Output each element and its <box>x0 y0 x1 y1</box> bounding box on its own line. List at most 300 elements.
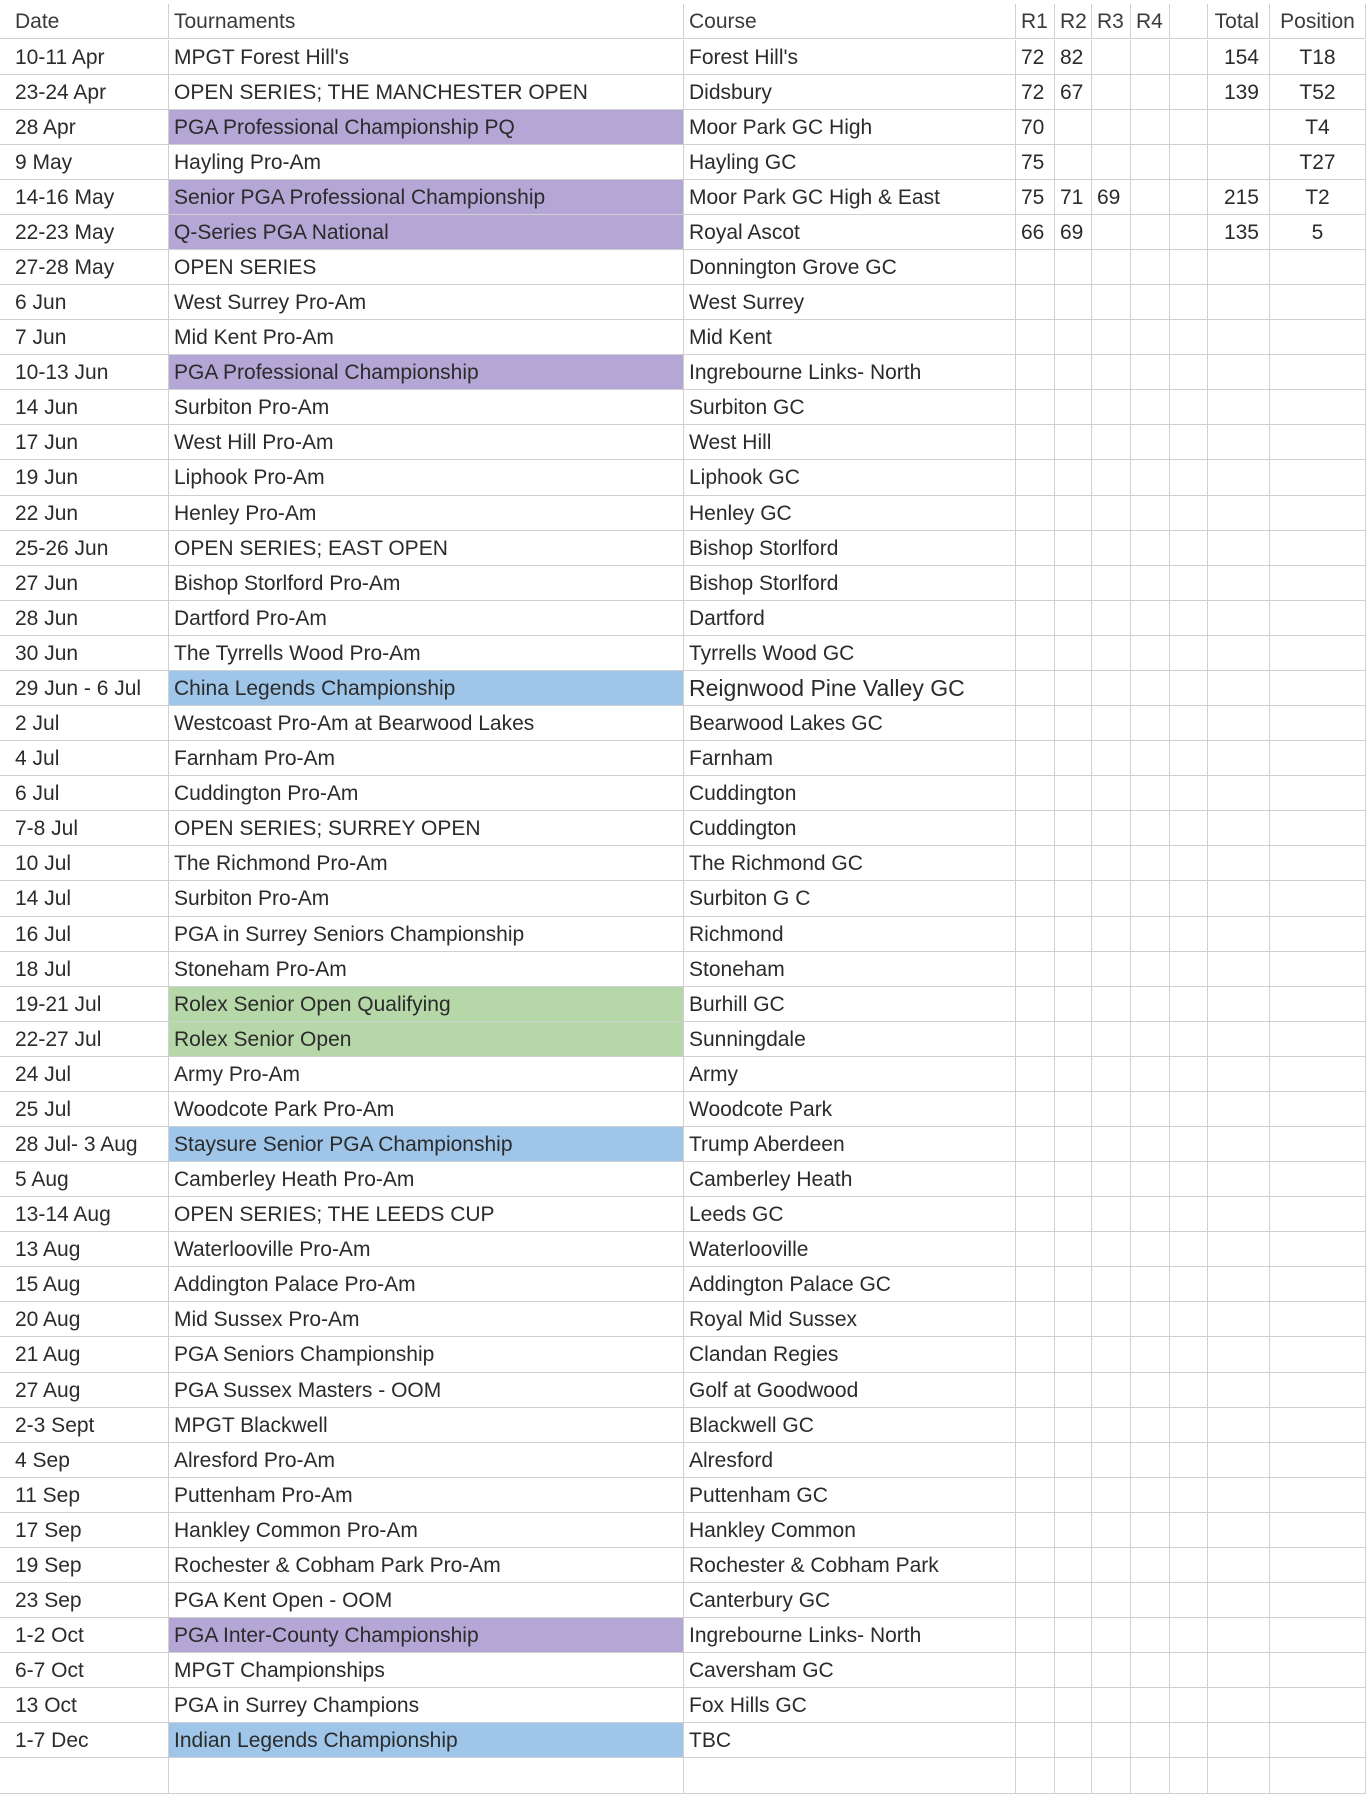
cell-r1[interactable]: 66 <box>1016 215 1055 250</box>
cell-date[interactable]: 10-11 Apr <box>0 40 169 75</box>
cell-r3[interactable] <box>1092 531 1131 566</box>
cell-tournament[interactable]: Rolex Senior Open <box>169 1022 684 1057</box>
cell-tournament[interactable]: MPGT Championships <box>169 1653 684 1688</box>
cell-course[interactable]: Fox Hills GC <box>684 1688 1016 1723</box>
cell-total[interactable] <box>1208 1688 1270 1723</box>
cell-r2[interactable] <box>1055 1513 1092 1548</box>
cell-total[interactable] <box>1208 1618 1270 1653</box>
cell-blank[interactable] <box>1170 1232 1208 1267</box>
cell-r2[interactable] <box>1055 1478 1092 1513</box>
cell-tournament[interactable]: PGA in Surrey Champions <box>169 1688 684 1723</box>
cell-position[interactable] <box>1270 496 1366 531</box>
cell-date[interactable]: 27 Jun <box>0 566 169 601</box>
cell-date[interactable]: 19 Sep <box>0 1548 169 1583</box>
cell-total[interactable] <box>1208 987 1270 1022</box>
cell-r4[interactable] <box>1131 1723 1170 1758</box>
cell-position[interactable] <box>1270 531 1366 566</box>
cell-position[interactable] <box>1270 1302 1366 1337</box>
cell-total[interactable] <box>1208 1583 1270 1618</box>
cell-date[interactable]: 22-27 Jul <box>0 1022 169 1057</box>
cell-r3[interactable] <box>1092 1232 1131 1267</box>
cell-r4[interactable] <box>1131 1443 1170 1478</box>
cell-r2[interactable] <box>1055 776 1092 811</box>
cell-date[interactable]: 27 Aug <box>0 1373 169 1408</box>
cell-r3[interactable] <box>1092 1653 1131 1688</box>
cell-r3[interactable] <box>1092 1127 1131 1162</box>
cell-course[interactable]: Burhill GC <box>684 987 1016 1022</box>
cell-r1[interactable] <box>1016 1443 1055 1478</box>
cell-r4[interactable] <box>1131 1478 1170 1513</box>
header-r1[interactable]: R1 <box>1016 4 1055 39</box>
cell-r1[interactable]: 75 <box>1016 180 1055 215</box>
cell-r4[interactable] <box>1131 636 1170 671</box>
cell-tournament[interactable]: West Hill Pro-Am <box>169 425 684 460</box>
cell-tournament[interactable]: PGA Professional Championship <box>169 355 684 390</box>
cell-tournament[interactable]: Indian Legends Championship <box>169 1723 684 1758</box>
cell-r2[interactable] <box>1055 1373 1092 1408</box>
cell-r4[interactable] <box>1131 1232 1170 1267</box>
cell-tournament[interactable]: Addington Palace Pro-Am <box>169 1267 684 1302</box>
cell-r3[interactable] <box>1092 706 1131 741</box>
cell-r1[interactable] <box>1016 1022 1055 1057</box>
cell-total[interactable] <box>1208 636 1270 671</box>
cell-total[interactable] <box>1208 706 1270 741</box>
cell-blank[interactable] <box>1170 250 1208 285</box>
cell-r2[interactable] <box>1055 355 1092 390</box>
cell-r4[interactable] <box>1131 881 1170 916</box>
cell-r1[interactable] <box>1016 496 1055 531</box>
cell-total[interactable]: 135 <box>1208 215 1270 250</box>
cell-total[interactable] <box>1208 355 1270 390</box>
cell-r1[interactable] <box>1016 881 1055 916</box>
cell-course[interactable]: Golf at Goodwood <box>684 1373 1016 1408</box>
cell-blank[interactable] <box>1170 320 1208 355</box>
cell-r2[interactable] <box>1055 846 1092 881</box>
cell-r2[interactable] <box>1055 250 1092 285</box>
header-tournament[interactable]: Tournaments <box>169 4 684 39</box>
cell-r2[interactable] <box>1055 1408 1092 1443</box>
cell-tournament[interactable]: Alresford Pro-Am <box>169 1443 684 1478</box>
cell-blank[interactable] <box>1170 75 1208 110</box>
cell-tournament[interactable]: Mid Sussex Pro-Am <box>169 1302 684 1337</box>
cell-course[interactable]: Moor Park GC High & East <box>684 180 1016 215</box>
cell-r4[interactable] <box>1131 1408 1170 1443</box>
cell-r4[interactable] <box>1131 355 1170 390</box>
cell-tournament[interactable]: Surbiton Pro-Am <box>169 390 684 425</box>
cell-position[interactable] <box>1270 285 1366 320</box>
cell-r2[interactable] <box>1055 811 1092 846</box>
cell-total[interactable] <box>1208 1127 1270 1162</box>
cell-r1[interactable] <box>1016 1583 1055 1618</box>
header-r3[interactable]: R3 <box>1092 4 1131 39</box>
cell-r4[interactable] <box>1131 215 1170 250</box>
cell-position[interactable] <box>1270 1548 1366 1583</box>
cell-r4[interactable] <box>1131 1302 1170 1337</box>
cell-course[interactable]: Camberley Heath <box>684 1162 1016 1197</box>
cell-r1[interactable]: 75 <box>1016 145 1055 180</box>
cell-r4[interactable] <box>1131 566 1170 601</box>
cell-r2[interactable] <box>1055 566 1092 601</box>
cell-r2[interactable] <box>1055 1723 1092 1758</box>
cell-r3[interactable] <box>1092 987 1131 1022</box>
cell-position[interactable] <box>1270 1092 1366 1127</box>
cell-blank[interactable] <box>1170 390 1208 425</box>
cell-r2[interactable] <box>1055 1618 1092 1653</box>
cell-r3[interactable] <box>1092 601 1131 636</box>
cell-total[interactable] <box>1208 1337 1270 1372</box>
cell-r2[interactable] <box>1055 1022 1092 1057</box>
cell-course[interactable]: Army <box>684 1057 1016 1092</box>
cell-total[interactable] <box>1208 1232 1270 1267</box>
cell-r2[interactable] <box>1055 917 1092 952</box>
cell-course[interactable]: Reignwood Pine Valley GC <box>684 671 1016 706</box>
cell-r4[interactable] <box>1131 320 1170 355</box>
cell-r3[interactable] <box>1092 355 1131 390</box>
cell-r1[interactable]: 72 <box>1016 40 1055 75</box>
cell-total[interactable] <box>1208 1723 1270 1758</box>
cell-blank[interactable] <box>1170 776 1208 811</box>
cell-date[interactable]: 30 Jun <box>0 636 169 671</box>
cell-r4[interactable] <box>1131 811 1170 846</box>
cell-course[interactable]: Puttenham GC <box>684 1478 1016 1513</box>
cell-blank[interactable] <box>1170 180 1208 215</box>
cell-position[interactable] <box>1270 1723 1366 1758</box>
cell-date[interactable]: 16 Jul <box>0 917 169 952</box>
cell-r4[interactable] <box>1131 741 1170 776</box>
cell-r3[interactable] <box>1092 1337 1131 1372</box>
header-total[interactable]: Total <box>1208 4 1270 39</box>
cell-blank[interactable] <box>1170 741 1208 776</box>
cell-r1[interactable] <box>1016 1092 1055 1127</box>
cell-course[interactable]: Dartford <box>684 601 1016 636</box>
cell-date[interactable]: 2 Jul <box>0 706 169 741</box>
cell-r4[interactable] <box>1131 1513 1170 1548</box>
cell-course[interactable]: Bishop Storlford <box>684 531 1016 566</box>
cell-tournament[interactable]: Farnham Pro-Am <box>169 741 684 776</box>
cell-total[interactable] <box>1208 496 1270 531</box>
cell-r3[interactable] <box>1092 460 1131 495</box>
cell-r3[interactable] <box>1092 952 1131 987</box>
cell-tournament[interactable]: Bishop Storlford Pro-Am <box>169 566 684 601</box>
cell-total[interactable] <box>1208 1022 1270 1057</box>
cell-r1[interactable] <box>1016 1653 1055 1688</box>
cell-total[interactable]: 215 <box>1208 180 1270 215</box>
cell-total[interactable] <box>1208 811 1270 846</box>
cell-r1[interactable] <box>1016 1688 1055 1723</box>
cell-r2[interactable] <box>1055 1232 1092 1267</box>
cell-blank[interactable] <box>1170 145 1208 180</box>
cell-blank[interactable] <box>1170 1653 1208 1688</box>
cell-date[interactable]: 19 Jun <box>0 460 169 495</box>
cell-position[interactable] <box>1270 460 1366 495</box>
cell-tournament[interactable]: Westcoast Pro-Am at Bearwood Lakes <box>169 706 684 741</box>
cell-r3[interactable] <box>1092 636 1131 671</box>
cell-position[interactable] <box>1270 846 1366 881</box>
cell-date[interactable]: 25 Jul <box>0 1092 169 1127</box>
cell-blank[interactable] <box>1170 355 1208 390</box>
cell-total[interactable] <box>1208 1162 1270 1197</box>
cell-r1[interactable] <box>1016 1337 1055 1372</box>
cell-course[interactable]: Liphook GC <box>684 460 1016 495</box>
cell-blank[interactable] <box>1170 846 1208 881</box>
cell-r3[interactable] <box>1092 496 1131 531</box>
cell-r1[interactable]: 72 <box>1016 75 1055 110</box>
cell-r4[interactable] <box>1131 671 1170 706</box>
cell-r2[interactable] <box>1055 1127 1092 1162</box>
cell-r2[interactable] <box>1055 1057 1092 1092</box>
cell-r3[interactable] <box>1092 1583 1131 1618</box>
cell-blank[interactable] <box>1170 496 1208 531</box>
cell-r2[interactable] <box>1055 145 1092 180</box>
cell-r3[interactable] <box>1092 1197 1131 1232</box>
cell-total[interactable] <box>1208 1408 1270 1443</box>
cell-date[interactable]: 1-2 Oct <box>0 1618 169 1653</box>
cell-date[interactable]: 14-16 May <box>0 180 169 215</box>
cell-tournament[interactable]: OPEN SERIES; SURREY OPEN <box>169 811 684 846</box>
cell-blank[interactable] <box>1170 917 1208 952</box>
cell-r1[interactable] <box>1016 1057 1055 1092</box>
header-date[interactable]: Date <box>0 4 169 39</box>
cell-position[interactable]: T2 <box>1270 180 1366 215</box>
cell-date[interactable]: 24 Jul <box>0 1057 169 1092</box>
cell-tournament[interactable]: OPEN SERIES; EAST OPEN <box>169 531 684 566</box>
cell-blank[interactable] <box>1170 1618 1208 1653</box>
cell-r3[interactable] <box>1092 566 1131 601</box>
cell-r3[interactable]: 69 <box>1092 180 1131 215</box>
cell-tournament[interactable]: Waterlooville Pro-Am <box>169 1232 684 1267</box>
cell-r4[interactable] <box>1131 180 1170 215</box>
cell-date[interactable]: 19-21 Jul <box>0 987 169 1022</box>
cell-date[interactable]: 13-14 Aug <box>0 1197 169 1232</box>
cell-tournament[interactable]: The Tyrrells Wood Pro-Am <box>169 636 684 671</box>
cell-total[interactable] <box>1208 1373 1270 1408</box>
cell-r4[interactable] <box>1131 40 1170 75</box>
cell-blank[interactable] <box>1170 1583 1208 1618</box>
cell-course[interactable]: Stoneham <box>684 952 1016 987</box>
cell-tournament[interactable]: West Surrey Pro-Am <box>169 285 684 320</box>
cell-date[interactable]: 20 Aug <box>0 1302 169 1337</box>
cell-r4[interactable] <box>1131 1092 1170 1127</box>
cell-position[interactable] <box>1270 1057 1366 1092</box>
cell-course[interactable]: Donnington Grove GC <box>684 250 1016 285</box>
cell-r4[interactable] <box>1131 1618 1170 1653</box>
cell-r2[interactable] <box>1055 320 1092 355</box>
cell-position[interactable]: T4 <box>1270 110 1366 145</box>
cell-tournament[interactable]: Henley Pro-Am <box>169 496 684 531</box>
cell-date[interactable]: 10 Jul <box>0 846 169 881</box>
cell-date[interactable]: 14 Jul <box>0 881 169 916</box>
cell-r2[interactable] <box>1055 706 1092 741</box>
cell-total[interactable] <box>1208 1548 1270 1583</box>
cell-tournament[interactable]: Staysure Senior PGA Championship <box>169 1127 684 1162</box>
cell-position[interactable] <box>1270 601 1366 636</box>
cell-total[interactable] <box>1208 531 1270 566</box>
cell-total[interactable] <box>1208 250 1270 285</box>
cell-tournament[interactable]: Camberley Heath Pro-Am <box>169 1162 684 1197</box>
cell-date[interactable]: 22-23 May <box>0 215 169 250</box>
cell-course[interactable]: Forest Hill's <box>684 40 1016 75</box>
cell-course[interactable]: Surbiton GC <box>684 390 1016 425</box>
cell-r4[interactable] <box>1131 531 1170 566</box>
cell-total[interactable] <box>1208 881 1270 916</box>
cell-position[interactable]: T27 <box>1270 145 1366 180</box>
cell-tournament[interactable]: MPGT Blackwell <box>169 1408 684 1443</box>
header-position[interactable]: Position <box>1270 4 1366 39</box>
cell-course[interactable]: Hayling GC <box>684 145 1016 180</box>
cell-date[interactable]: 28 Jul- 3 Aug <box>0 1127 169 1162</box>
cell-r3[interactable] <box>1092 1302 1131 1337</box>
cell-course[interactable]: Leeds GC <box>684 1197 1016 1232</box>
cell-r1[interactable] <box>1016 566 1055 601</box>
cell-r4[interactable] <box>1131 776 1170 811</box>
cell-r1[interactable] <box>1016 1618 1055 1653</box>
cell-r4[interactable] <box>1131 1688 1170 1723</box>
cell-r1[interactable] <box>1016 1478 1055 1513</box>
cell-blank[interactable] <box>1170 1267 1208 1302</box>
cell-course[interactable]: Canterbury GC <box>684 1583 1016 1618</box>
cell-position[interactable] <box>1270 1513 1366 1548</box>
cell-r2[interactable] <box>1055 1162 1092 1197</box>
cell-tournament[interactable]: MPGT Forest Hill's <box>169 40 684 75</box>
cell-r3[interactable] <box>1092 1723 1131 1758</box>
cell-tournament[interactable]: Surbiton Pro-Am <box>169 881 684 916</box>
cell-r3[interactable] <box>1092 1478 1131 1513</box>
cell-course[interactable]: Caversham GC <box>684 1653 1016 1688</box>
cell-course[interactable]: Clandan Regies <box>684 1337 1016 1372</box>
cell-course[interactable]: Royal Mid Sussex <box>684 1302 1016 1337</box>
cell-blank[interactable] <box>1170 1337 1208 1372</box>
cell-blank[interactable] <box>1170 1723 1208 1758</box>
cell-r1[interactable] <box>1016 1197 1055 1232</box>
cell-r4[interactable] <box>1131 75 1170 110</box>
cell-course[interactable]: The Richmond GC <box>684 846 1016 881</box>
cell-r2[interactable] <box>1055 741 1092 776</box>
cell-position[interactable]: T52 <box>1270 75 1366 110</box>
cell-r4[interactable] <box>1131 1127 1170 1162</box>
cell-date[interactable]: 2-3 Sept <box>0 1408 169 1443</box>
cell-r3[interactable] <box>1092 75 1131 110</box>
cell-r4[interactable] <box>1131 460 1170 495</box>
cell-blank[interactable] <box>1170 1373 1208 1408</box>
cell-r4[interactable] <box>1131 1337 1170 1372</box>
cell-r1[interactable] <box>1016 952 1055 987</box>
cell-r1[interactable] <box>1016 706 1055 741</box>
cell-total[interactable] <box>1208 285 1270 320</box>
cell-r3[interactable] <box>1092 145 1131 180</box>
cell-total[interactable] <box>1208 1092 1270 1127</box>
cell-r4[interactable] <box>1131 1373 1170 1408</box>
cell-blank[interactable] <box>1170 1513 1208 1548</box>
cell-date[interactable]: 23 Sep <box>0 1583 169 1618</box>
cell-total[interactable] <box>1208 320 1270 355</box>
cell-date[interactable]: 22 Jun <box>0 496 169 531</box>
cell-date[interactable]: 17 Sep <box>0 1513 169 1548</box>
cell-tournament[interactable]: PGA Professional Championship PQ <box>169 110 684 145</box>
cell-position[interactable] <box>1270 1232 1366 1267</box>
header-r4[interactable]: R4 <box>1131 4 1170 39</box>
header-course[interactable]: Course <box>684 4 1016 39</box>
cell-blank[interactable] <box>1170 1408 1208 1443</box>
cell-position[interactable] <box>1270 1127 1366 1162</box>
cell-total[interactable] <box>1208 110 1270 145</box>
cell-total[interactable] <box>1208 1267 1270 1302</box>
cell-position[interactable] <box>1270 671 1366 706</box>
cell-position[interactable] <box>1270 636 1366 671</box>
cell-r2[interactable]: 69 <box>1055 215 1092 250</box>
cell-position[interactable] <box>1270 776 1366 811</box>
cell-course[interactable]: Sunningdale <box>684 1022 1016 1057</box>
cell-position[interactable] <box>1270 320 1366 355</box>
cell-position[interactable] <box>1270 355 1366 390</box>
header-r2[interactable]: R2 <box>1055 4 1092 39</box>
cell-date[interactable]: 6-7 Oct <box>0 1653 169 1688</box>
cell-course[interactable]: Farnham <box>684 741 1016 776</box>
cell-r1[interactable] <box>1016 425 1055 460</box>
cell-r1[interactable] <box>1016 1232 1055 1267</box>
cell-tournament[interactable]: OPEN SERIES; THE LEEDS CUP <box>169 1197 684 1232</box>
cell-r2[interactable] <box>1055 460 1092 495</box>
cell-r2[interactable] <box>1055 1197 1092 1232</box>
cell-course[interactable]: Tyrrells Wood GC <box>684 636 1016 671</box>
cell-tournament[interactable]: Woodcote Park Pro-Am <box>169 1092 684 1127</box>
cell-tournament[interactable]: Hayling Pro-Am <box>169 145 684 180</box>
cell-course[interactable]: Addington Palace GC <box>684 1267 1016 1302</box>
cell-total[interactable] <box>1208 145 1270 180</box>
cell-date[interactable]: 25-26 Jun <box>0 531 169 566</box>
cell-date[interactable]: 1-7 Dec <box>0 1723 169 1758</box>
cell-r3[interactable] <box>1092 1162 1131 1197</box>
cell-r1[interactable] <box>1016 601 1055 636</box>
cell-total[interactable] <box>1208 566 1270 601</box>
cell-r2[interactable] <box>1055 531 1092 566</box>
cell-r2[interactable] <box>1055 881 1092 916</box>
cell-total[interactable]: 139 <box>1208 75 1270 110</box>
cell-blank[interactable] <box>1170 1127 1208 1162</box>
cell-r2[interactable] <box>1055 671 1092 706</box>
cell-blank[interactable] <box>1170 601 1208 636</box>
cell-r3[interactable] <box>1092 741 1131 776</box>
cell-r1[interactable] <box>1016 1302 1055 1337</box>
cell-position[interactable] <box>1270 1267 1366 1302</box>
cell-r3[interactable] <box>1092 1092 1131 1127</box>
cell-blank[interactable] <box>1170 460 1208 495</box>
cell-date[interactable]: 27-28 May <box>0 250 169 285</box>
cell-tournament[interactable]: Q-Series PGA National <box>169 215 684 250</box>
cell-date[interactable]: 18 Jul <box>0 952 169 987</box>
cell-r2[interactable] <box>1055 601 1092 636</box>
cell-total[interactable] <box>1208 952 1270 987</box>
cell-position[interactable] <box>1270 987 1366 1022</box>
cell-position[interactable] <box>1270 1337 1366 1372</box>
cell-date[interactable]: 28 Jun <box>0 601 169 636</box>
cell-position[interactable] <box>1270 1583 1366 1618</box>
cell-r2[interactable] <box>1055 1688 1092 1723</box>
cell-r3[interactable] <box>1092 1618 1131 1653</box>
cell-course[interactable]: Ingrebourne Links- North <box>684 1618 1016 1653</box>
cell-position[interactable] <box>1270 1443 1366 1478</box>
cell-date[interactable]: 28 Apr <box>0 110 169 145</box>
cell-r4[interactable] <box>1131 1653 1170 1688</box>
cell-date[interactable]: 14 Jun <box>0 390 169 425</box>
cell-total[interactable] <box>1208 917 1270 952</box>
cell-r1[interactable] <box>1016 355 1055 390</box>
cell-date[interactable]: 13 Aug <box>0 1232 169 1267</box>
cell-r4[interactable] <box>1131 285 1170 320</box>
cell-position[interactable] <box>1270 1197 1366 1232</box>
cell-tournament[interactable]: Puttenham Pro-Am <box>169 1478 684 1513</box>
cell-r4[interactable] <box>1131 1267 1170 1302</box>
cell-r2[interactable]: 67 <box>1055 75 1092 110</box>
